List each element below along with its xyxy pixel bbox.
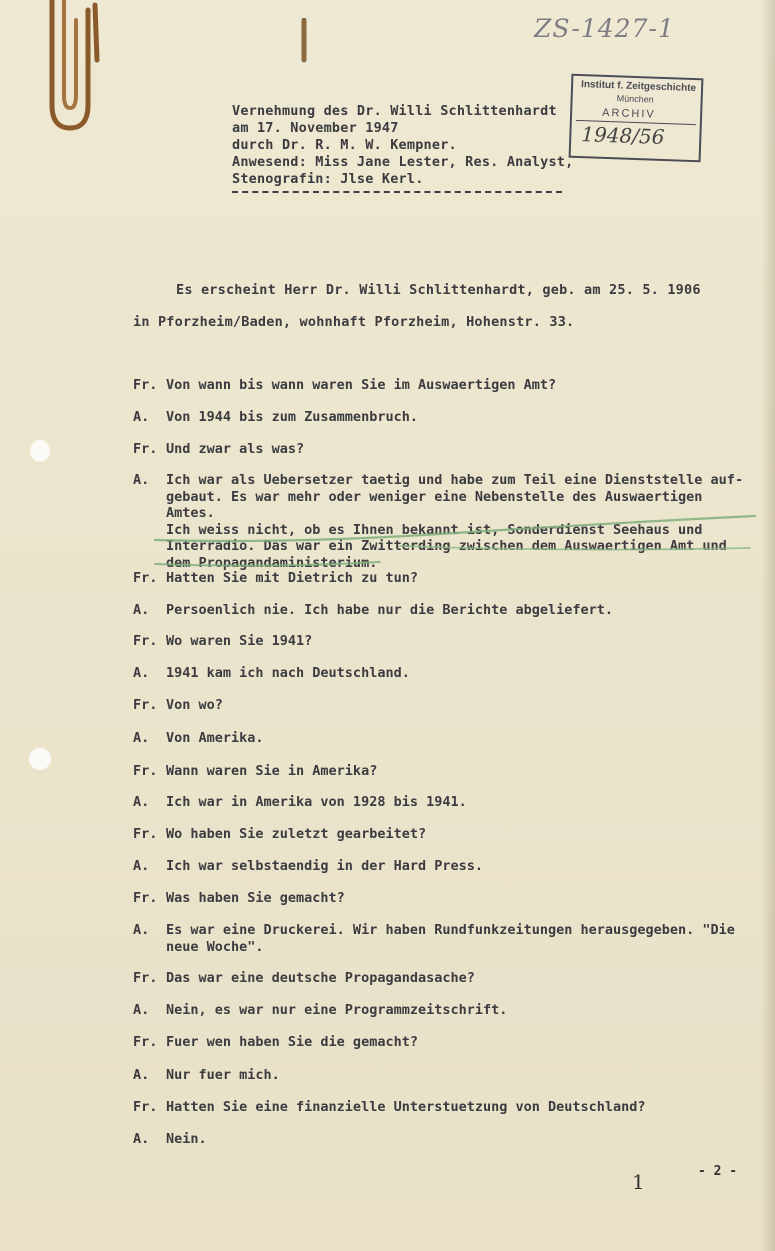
answer-marker: A.	[133, 409, 150, 425]
question-text: Von wo?	[166, 697, 223, 713]
answer-text: Ich war als Uebersetzer taetig und habe zum Teil eine Dienststelle auf- gebaut. Es war mehr oder weniger eine Nebenstelle des Auswaertigen Amtes. Ich weiss nicht, ob es Ihnen bekannt ist, Sonderdienst Seehaus und Interradio. Das war ein Zwitterding zwischen dem Auswaertigen Amt und dem Propagandaministerium.	[166, 472, 744, 571]
stamp-institute: Institut f. Zeitgeschichte	[580, 79, 697, 95]
archive-number: ZS-1427-1	[534, 14, 675, 43]
question-text: Wo haben Sie zuletzt gearbeitet?	[166, 826, 427, 842]
answer-text: Es war eine Druckerei. Wir haben Rundfunkzeitungen herausgegeben. "Die neue Woche".	[166, 922, 735, 955]
stamp-file-number: 1948/56	[580, 122, 665, 149]
question-marker: Fr.	[133, 763, 158, 779]
handwritten-page-number: 1	[632, 1170, 645, 1194]
green-pencil-underline	[150, 512, 760, 572]
question-marker: Fr.	[133, 890, 158, 906]
intro-line: Es erscheint Herr Dr. Willi Schlittenhardt, geb. am 25. 5. 1906	[176, 282, 701, 298]
page-number: - 2 -	[698, 1164, 738, 1179]
header-line: Vernehmung des Dr. Willi Schlittenhardt	[232, 103, 557, 119]
header-line: Stenografin: Jlse Kerl.	[232, 171, 424, 187]
punch-hole-top	[30, 440, 50, 462]
question-text: Das war eine deutsche Propagandasache?	[166, 970, 475, 986]
answer-marker: A.	[133, 1002, 150, 1018]
page-edge-shadow	[761, 0, 775, 1251]
answer-text: Nur fuer mich.	[166, 1067, 280, 1083]
question-marker: Fr.	[133, 970, 158, 986]
answer-marker: A.	[133, 1131, 150, 1147]
answer-marker: A.	[133, 922, 150, 938]
punch-hole-bottom	[29, 748, 51, 770]
question-marker: Fr.	[133, 1034, 158, 1050]
archive-stamp	[569, 74, 704, 163]
question-marker: Fr.	[133, 570, 158, 586]
question-marker: Fr.	[133, 441, 158, 457]
staple-mark	[298, 18, 310, 64]
answer-text: Nein.	[166, 1131, 207, 1147]
question-text: Was haben Sie gemacht?	[166, 890, 345, 906]
answer-marker: A.	[133, 794, 150, 810]
question-marker: Fr.	[133, 1099, 158, 1115]
answer-text: Ich war selbstaendig in der Hard Press.	[166, 858, 483, 874]
answer-text: Von 1944 bis zum Zusammenbruch.	[166, 409, 418, 425]
paper-clip	[40, 0, 110, 140]
answer-text: Ich war in Amerika von 1928 bis 1941.	[166, 794, 467, 810]
question-text: Hatten Sie mit Dietrich zu tun?	[166, 570, 418, 586]
answer-text: Persoenlich nie. Ich habe nur die Berichte abgeliefert.	[166, 602, 614, 618]
intro-line: in Pforzheim/Baden, wohnhaft Pforzheim, Hohenstr. 33.	[133, 314, 575, 330]
answer-text: Von Amerika.	[166, 730, 264, 746]
header-line: durch Dr. R. M. W. Kempner.	[232, 137, 457, 153]
header-line: Anwesend: Miss Jane Lester, Res. Analyst,	[232, 154, 574, 170]
answer-marker: A.	[133, 1067, 150, 1083]
answer-marker: A.	[133, 472, 150, 488]
question-text: Hatten Sie eine finanzielle Unterstuetzung von Deutschland?	[166, 1099, 646, 1115]
stamp-city: München	[616, 93, 654, 105]
header-line: am 17. November 1947	[232, 120, 399, 136]
question-marker: Fr.	[133, 633, 158, 649]
answer-marker: A.	[133, 602, 150, 618]
question-text: Von wann bis wann waren Sie im Auswaertigen Amt?	[166, 377, 557, 393]
header-rule	[232, 191, 562, 193]
answer-marker: A.	[133, 730, 150, 746]
question-marker: Fr.	[133, 377, 158, 393]
question-text: Und zwar als was?	[166, 441, 305, 457]
question-text: Wann waren Sie in Amerika?	[166, 763, 378, 779]
answer-text: 1941 kam ich nach Deutschland.	[166, 665, 410, 681]
question-text: Wo waren Sie 1941?	[166, 633, 313, 649]
question-marker: Fr.	[133, 826, 158, 842]
stamp-archive: ARCHIV	[601, 106, 656, 121]
question-text: Fuer wen haben Sie die gemacht?	[166, 1034, 418, 1050]
answer-marker: A.	[133, 665, 150, 681]
answer-text: Nein, es war nur eine Programmzeitschrift.	[166, 1002, 508, 1018]
question-marker: Fr.	[133, 697, 158, 713]
answer-marker: A.	[133, 858, 150, 874]
